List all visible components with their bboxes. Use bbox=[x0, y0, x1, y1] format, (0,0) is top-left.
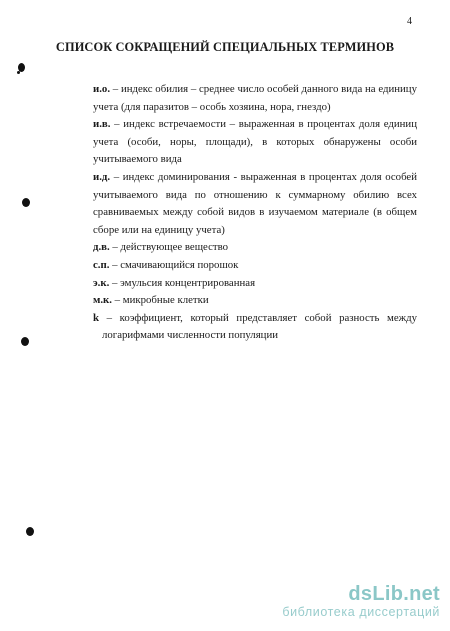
abbreviation-definition: – эмульсия концентрированная bbox=[109, 276, 256, 289]
page-title: СПИСОК СОКРАЩЕНИЙ СПЕЦИАЛЬНЫХ ТЕРМИНОВ bbox=[55, 40, 395, 54]
watermark-logo: dsLib.net bbox=[348, 583, 440, 605]
abbreviation-definition: – коэффициент, который представляет собой разность между логарифмами численности популяции bbox=[99, 311, 417, 342]
abbreviation-term: д.в. bbox=[93, 241, 110, 254]
punch-hole-mark bbox=[17, 71, 20, 74]
page-number: 4 bbox=[407, 16, 412, 27]
abbreviation-entry bbox=[93, 239, 417, 257]
abbreviation-term: и.о. bbox=[93, 83, 111, 95]
watermark-subtitle: библиотека диссертаций bbox=[282, 605, 440, 619]
abbreviation-entry bbox=[93, 81, 417, 116]
abbreviation-entry bbox=[93, 257, 417, 275]
watermark bbox=[275, 583, 440, 619]
punch-hole-mark bbox=[22, 198, 30, 207]
abbreviation-term: k bbox=[93, 311, 100, 324]
abbreviation-definition: – смачивающийся порошок bbox=[109, 258, 239, 271]
abbreviation-list bbox=[93, 81, 417, 345]
abbreviation-term: и.д. bbox=[93, 170, 111, 183]
abbreviation-entry bbox=[93, 292, 417, 310]
abbreviation-definition: – индекс встречаемости – выраженная в процентах доля единиц учета (особи, норы, площади), в которых обнаружены особи учитываемого вида bbox=[93, 118, 417, 166]
abbreviation-definition: – микробные клетки bbox=[111, 294, 209, 307]
abbreviation-entry bbox=[93, 116, 417, 169]
abbreviation-definition: – действующее вещество bbox=[109, 241, 228, 254]
abbreviation-entry bbox=[93, 169, 417, 239]
abbreviation-definition: – индекс обилия – среднее число особей данного вида на единицу учета (для паразитов – особь хозяина, нора, гнездо) bbox=[93, 83, 417, 113]
abbreviation-term: и.в. bbox=[93, 118, 111, 131]
abbreviation-term: с.п. bbox=[93, 258, 110, 271]
abbreviation-term: м.к. bbox=[93, 294, 112, 307]
abbreviation-entry bbox=[93, 310, 417, 345]
abbreviation-term: э.к. bbox=[93, 276, 110, 289]
abbreviation-definition: – индекс доминирования - выраженная в процентах доля особей учитываемого вида по отношению к суммарному обилию всех сравниваемых между собой видов в изучаемом материале (в общем сборе или на единицу учета) bbox=[93, 170, 417, 236]
punch-hole-mark bbox=[26, 527, 34, 536]
punch-hole-mark bbox=[21, 337, 29, 346]
abbreviation-entry bbox=[93, 275, 417, 293]
